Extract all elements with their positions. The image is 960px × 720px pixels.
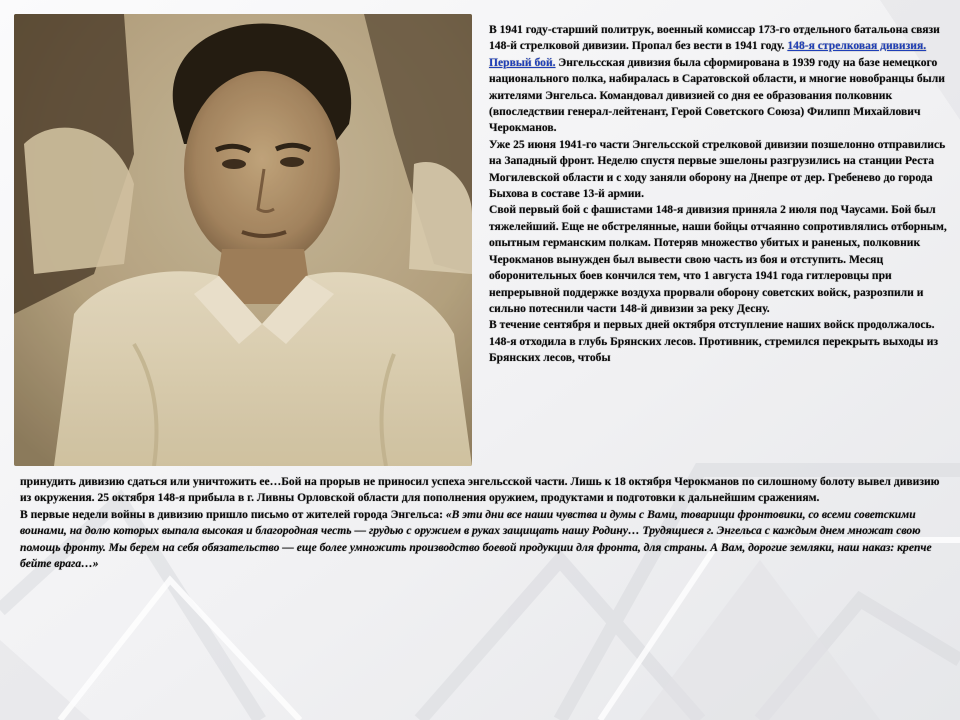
letter-intro: В первые недели войны в дивизию пришло письмо от жителей города Энгельса: [20, 507, 446, 521]
article-paragraph-4-end: принудить дивизию сдаться или уничтожить ее…Бой на прорыв не приносил успеха энгельсской части. Лишь к 18 октября Черокманов по силошному болоту вывел дивизию из окружения. 25 октября 148-я прибыла в г. Ливны Орловской области для пополнения оружием, продуктами и подготовки к дальнейшим сражениям. [20, 475, 940, 505]
article-paragraph-3: Свой первый бой с фашистами 148-я дивизия приняла 2 июля под Чаусами. Бой был тяжелейший. Еще не обстрелянные, наши бойцы отчаянно сопротивлялись отборным, опытным германским полкам. Потеряв множество убитых и раненых, полковник Черокманов вынужден был вывести свою часть из боя и отступить. Месяц оборонительных боев кончился тем, что 1 августа 1941 года гитлеровцы при непрерывной поддержке воздуха прорвали оборону советских войск, разрозпили и сильно потеснили части 148-й дивизии за реку Десну. [489, 203, 947, 315]
letter-quote: «В эти дни все наши чувства и думы с Вами, товарищи фронтовики, со всеми советскими воинами, на долю которых выпала высокая и благородная честь — грудью с оружием в руках защищать нашу Родину… Трудящиеся г. Энгельса с каждым днем множат свою помощь фронту. Мы берем на себя обязательство — еще более умножить производство боевой продукции для фронта, для страны. А Вам, дорогие земляки, наш наказ: крепче бейте врага…» [20, 507, 932, 571]
soldier-portrait-icon [14, 14, 472, 466]
article-right-column [489, 22, 949, 367]
portrait-photo [14, 14, 472, 466]
article-text: В 1941 году-старший политрук, военный комиссар 173-го отдельного батальона связи 148-й стрелковой дивизии. Пропал без вести в 1941 году. [489, 23, 940, 53]
division-first-battle-link[interactable]: 148-я стрелковая дивизия. Первый бой. [489, 39, 927, 69]
article-text: Энгельсская дивизия была сформирована в 1939 году на базе немецкого национального полка, набиралась в Саратовской области, и многие новобранцы были жителями Энгельса. Командовал дивизией со дня ее образования полковник (впоследствии генерал-лейтенант, Герой Советского Союза) Филипп Михайлович Черокманов. [489, 55, 945, 135]
article-paragraph-4-start: В течение сентября и первых дней октября отступление наших войск продолжалось. 148-я отходила в глубь Брянских лесов. Противник, стремился перекрыть выходы из Брянских лесов, чтобы [489, 318, 939, 365]
article-paragraph-1 [489, 22, 949, 137]
article-bottom-section [20, 474, 948, 572]
article-paragraph-2: Уже 25 июня 1941-го части Энгельсской стрелковой дивизии позшелонно отправились на Западный фронт. Неделю спустя первые эшелоны разгрузились на станции Реста Могилевской области и с ходу заняли оборону на Днепре от дер. Гребенево до города Быхова в составе 13-й армии. [489, 137, 946, 201]
article-paragraph-5 [20, 507, 948, 573]
